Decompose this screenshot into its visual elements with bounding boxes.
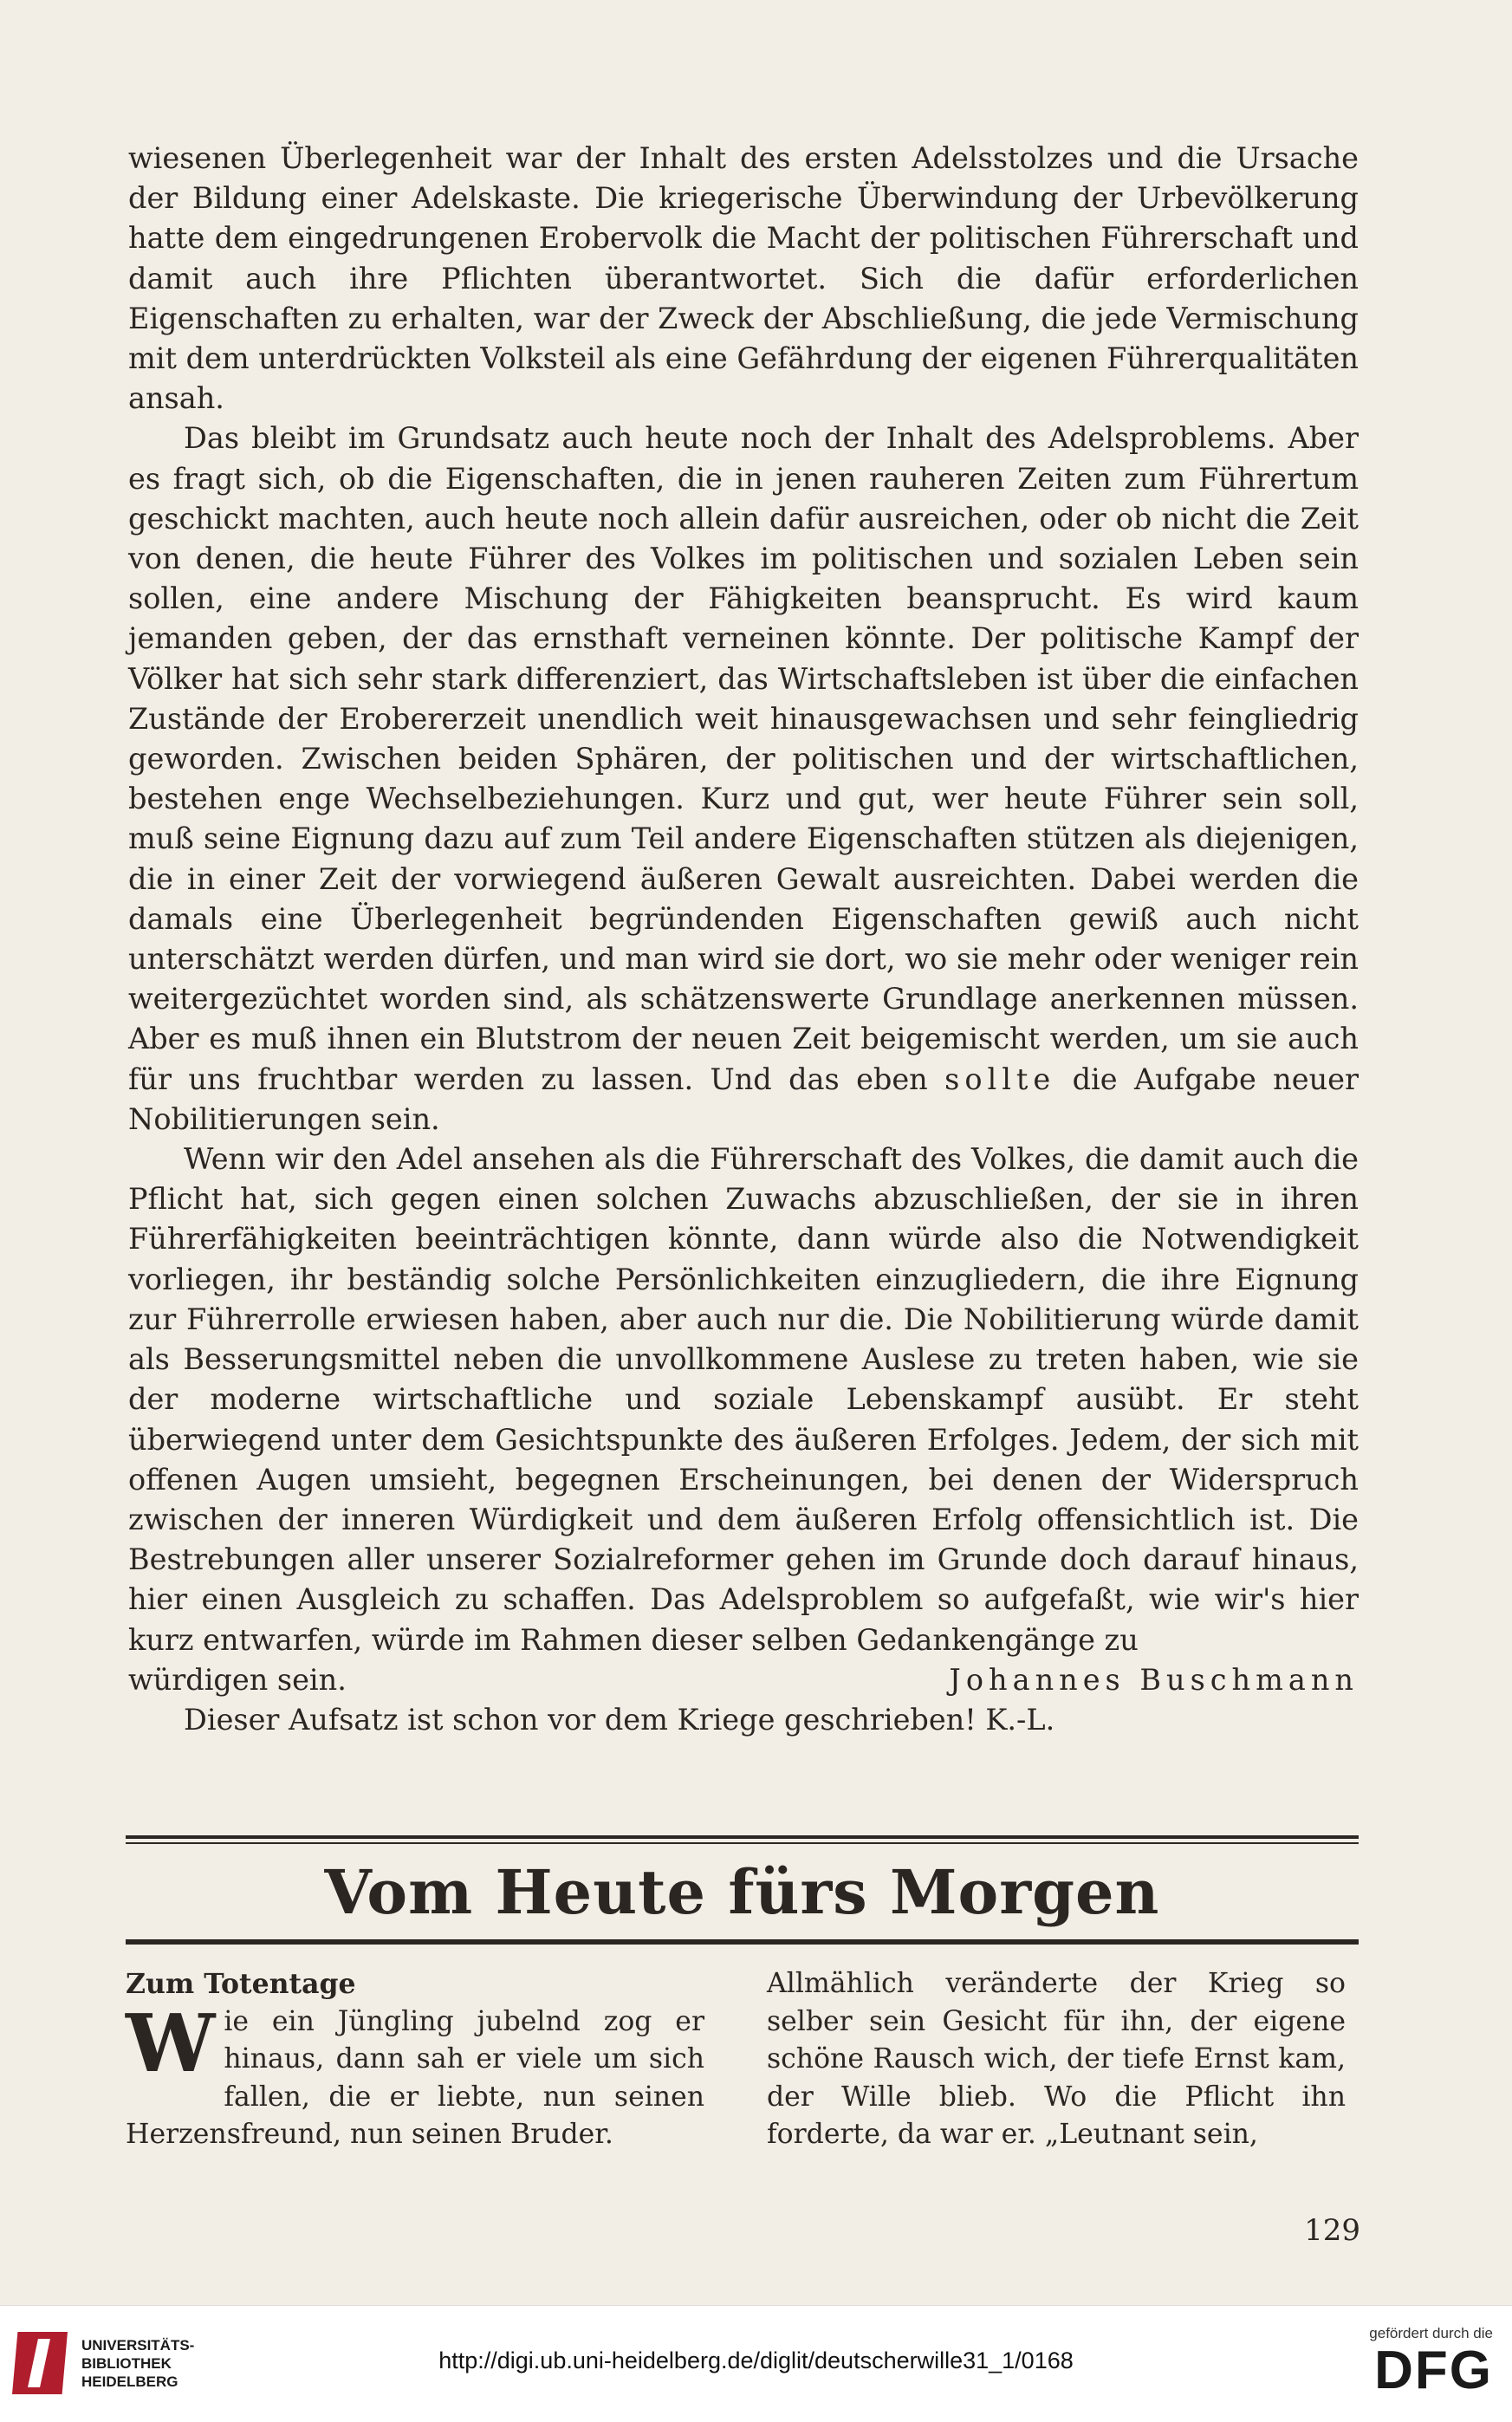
dropcap-letter: W — [126, 1996, 216, 2090]
institution-line-2: BIBLIOTHEK — [81, 2354, 172, 2372]
last-line-text: würdigen sein. — [128, 1662, 347, 1697]
section-divider-bottom — [126, 1936, 1359, 1945]
article-paragraph-1: wiesenen Überlegenheit war der Inhalt des ersten Adelsstolzes und die Ursache der Bildung einer Adelskaste. Die kriegerische Überwindung der Urbevölkerung hatte dem eingedrungenen Erobervolk die Macht der politischen Führerschaft und damit auch ihre Pflichten überantwortet. Sich die dafür erforderlichen Eigenschaften zu erhalten, war der Zweck der Abschließung, die jede Vermischung mit dem unterdrückten Volksteil als eine Gefährdung der eigenen Führerqualitäten ansah. — [128, 141, 1359, 416]
right-column-text: Allmählich veränderte der Krieg so selber sein Gesicht für ihn, der eigene schöne Rausch wich, der tiefe Ernst kam, der Wille blieb. Wo die Pflicht ihn forderte, da war er. „Leutnant sein, — [767, 1968, 1346, 2150]
dfg-logo: DFG — [1374, 2341, 1493, 2400]
left-column — [126, 1965, 704, 2154]
section-headline: Vom Heute fürs Morgen — [324, 1856, 1160, 1928]
editor-note: Dieser Aufsatz ist schon vor dem Kriege geschrieben! K.-L. — [184, 1702, 1055, 1737]
left-column-text-block — [126, 1996, 704, 2154]
article-paragraph-2 — [128, 419, 1359, 1140]
institution-line-3: HEIDELBERG — [81, 2373, 178, 2390]
article-paragraph-3: Wenn wir den Adel ansehen als die Führerschaft des Volkes, die damit auch die Pflicht hat, sich gegen einen solchen Zuwachs abzuschließen, der sie in ihren Führerfähigkeiten beeinträchtigen könnte, dann würde also die Notwendigkeit vorliegen, ihr beständig solche Persönlichkeiten einzugliedern, die ihre Eignung zur Führerrolle erwiesen haben, aber auch nur die. Die Nobilitierung würde damit als Besserungsmittel neben die unvollkommene Auslese zu treten haben, wie sie der moderne wirtschaftliche und soziale Lebenskampf ausübt. Er steht überwiegend unter dem Gesichtspunkte des äußeren Erfolges. Jedem, der sich mit offenen Augen umsieht, begegnen Erscheinungen, bei denen der Widerspruch zwischen der inneren Würdigkeit und dem äußeren Erfolg offensichtlich ist. Die Bestrebungen aller unserer Sozialreformer gehen im Grunde doch darauf hinaus, hier einen Ausgleich zu schaffen. Das Adelsproblem so aufgefaßt, wie wir's hier kurz entwarfen, würde im Rahmen dieser selben Gedankengänge zu — [128, 1142, 1359, 1657]
author-name: Johannes Buschmann — [949, 1662, 1359, 1697]
article-paragraph-2-text: Das bleibt im Grundsatz auch heute noch der Inhalt des Adelsproblems. Aber es fragt sich, ob die Eigenschaften, die in jenen rauheren Zeiten zum Führertum geschickt machten, auch heute noch allein dafür ausreichen, oder ob nicht die Zeit von denen, die heute Führer des Volkes im politischen und sozialen Leben sein sollen, eine andere Mischung der Fähigkeiten beansprucht. Es wird kaum jemanden geben, der das ernsthaft verneinen könnte. Der politische Kampf der Völker hat sich sehr stark differenziert, das Wirtschaftsleben ist über die einfachen Zustände der Erobererzeit unendlich weit hinausgewachsen und sehr feingliedrig geworden. Zwischen beiden Sphären, der politischen und der wirtschaftlichen, bestehen enge Wechselbeziehungen. Kurz und gut, wer heute Führer sein soll, muß seine Eignung dazu auf zum Teil andere Eigenschaften stützen als diejenigen, die in einer Zeit der vorwiegend äußeren Gewalt ausreichten. Dabei werden die damals eine Überlegenheit begründenden Eigenschaften gewiß auch nicht unterschätzt werden dürfen, und man wird sie dort, wo sie mehr oder weniger rein weitergezüchtet worden sind, als schätzenswerte Grundlage anerkennen müssen. Aber es muß ihnen ein Blutstrom der neuen Zeit beigemischt werden, um sie auch für uns fruchtbar werden zu lassen. Und das eben — [128, 421, 1359, 1096]
signature-line — [128, 1660, 1359, 1700]
left-column-text: ie ein Jüngling jubelnd zog er hinaus, dann sah er viele um sich fallen, die er liebte, nun seinen Herzensfreund, nun seinen Bruder. — [126, 2005, 704, 2150]
section-divider-top — [126, 1835, 1359, 1844]
emphasis-word: sollte — [944, 1062, 1056, 1096]
article-body — [128, 139, 1359, 1740]
page-number: 129 — [1304, 2213, 1360, 2248]
source-url-link[interactable]: http://digi.ub.uni-heidelberg.de/diglit/deutscherwille31_1/0168 — [438, 2347, 1074, 2373]
viewer-footer — [0, 2305, 1512, 2422]
right-column — [767, 1965, 1346, 2154]
institution-line-1: UNIVERSITÄTS- — [81, 2336, 195, 2354]
article-paragraph-2-tail: die Aufgabe neuer Nobilitierungen sein. — [128, 1062, 1359, 1136]
funding-note: gefördert durch die — [1369, 2325, 1493, 2341]
funder-block[interactable] — [1369, 2325, 1493, 2399]
column-heading: Zum Totentage — [126, 1968, 356, 2000]
